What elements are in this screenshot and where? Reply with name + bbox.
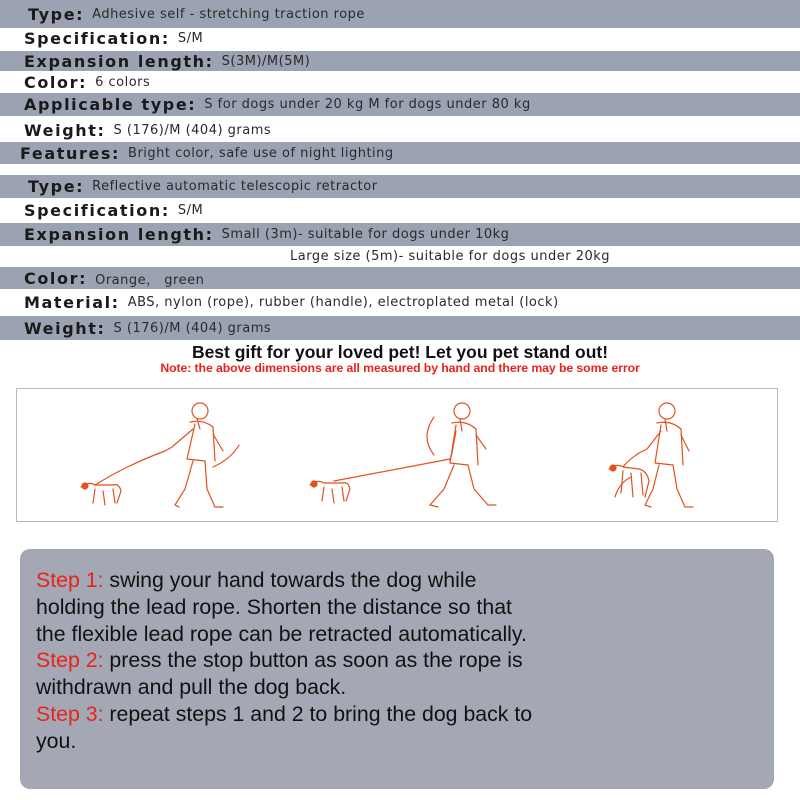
steps-panel xyxy=(20,549,774,789)
spec-row-specification-1 xyxy=(0,26,800,50)
spec-value: Bright color, safe use of night lighting xyxy=(128,145,394,161)
spec-label: Weight: xyxy=(24,318,106,338)
spec-value: Small (3m)- suitable for dogs under 10kg xyxy=(221,227,510,242)
spec-value: S(3M)/M(5M) xyxy=(221,53,311,69)
spec-value: S/M xyxy=(177,202,204,218)
spec-row-material xyxy=(0,290,800,314)
spec-label: Specification: xyxy=(24,200,170,220)
spec-row-type-1 xyxy=(0,0,800,28)
spec-value: Orange， green xyxy=(95,272,205,288)
steps-text xyxy=(36,567,532,755)
spec-label: Features: xyxy=(20,143,121,163)
spec-label: Specification: xyxy=(24,28,170,48)
spec-label: Expansion length: xyxy=(24,51,214,71)
spec-value: Large size (5m)- suitable for dogs under 20kg xyxy=(290,248,611,264)
step-1-line-3: the flexible lead rope can be retracted automatically. xyxy=(36,621,527,646)
spec-row-applicable-type xyxy=(0,93,800,116)
illustration-panel-3 xyxy=(527,389,777,521)
step-3-line-2: you. xyxy=(36,728,77,753)
spec-row-specification-2 xyxy=(0,199,800,221)
spec-row-expansion-2 xyxy=(0,223,800,246)
step-1-line-2: holding the lead rope. Shorten the distance so that xyxy=(36,594,512,619)
illustration-panel-1 xyxy=(17,389,272,521)
spec-value: S for dogs under 20 kg M for dogs under 80 kg xyxy=(204,97,531,112)
spec-label: Expansion length: xyxy=(24,225,214,244)
step-1-line-1 xyxy=(36,567,532,594)
step-3-number: Step 3: xyxy=(36,701,104,726)
spec-row-type-2 xyxy=(0,175,800,198)
spec-row-expansion-1 xyxy=(0,51,800,71)
spec-value: Reflective automatic telescopic retractor xyxy=(92,179,378,194)
step-2-line-1 xyxy=(36,647,532,674)
spec-row-features xyxy=(0,142,800,164)
spec-row-weight-2 xyxy=(0,316,800,340)
illustration-panel-2 xyxy=(274,389,524,521)
spec-label: Material: xyxy=(24,292,120,312)
step-1-number: Step 1: xyxy=(36,568,104,592)
spec-label: Type: xyxy=(28,177,85,196)
spec-label: Color: xyxy=(24,73,88,92)
spec-value: ABS, nylon (rope), rubber (handle), electroplated metal (lock) xyxy=(127,294,559,310)
step-1-text: swing your hand towards the dog while xyxy=(109,568,477,592)
step-2-number: Step 2: xyxy=(36,648,104,673)
spec-label: Type: xyxy=(28,4,85,24)
step-3-text: repeat steps 1 and 2 to bring the dog back to xyxy=(109,701,533,726)
spec-row-color-2 xyxy=(0,267,800,289)
spec-value: 6 colors xyxy=(95,75,151,90)
tagline: Best gift for your loved pet! Let you pet stand out! xyxy=(191,342,609,362)
step-2-text: press the stop button as soon as the rope is xyxy=(109,648,523,673)
spec-label: Weight: xyxy=(24,120,106,140)
step-2-line-2: withdrawn and pull the dog back. xyxy=(36,675,347,700)
spec-value: Adhesive self - stretching traction rope xyxy=(92,6,365,22)
spec-value: S (176)/M (404) grams xyxy=(113,122,272,138)
spec-label: Applicable type: xyxy=(24,95,197,114)
spec-row-color-1 xyxy=(0,72,800,93)
measurement-note: Note: the above dimensions are all measured by hand and there may be some error xyxy=(160,361,640,375)
spec-value: S/M xyxy=(177,30,204,46)
spec-row-expansion-2-continued xyxy=(0,246,800,266)
spec-row-weight-1 xyxy=(0,118,800,142)
step-3-line-1 xyxy=(36,701,532,728)
spec-value: S (176)/M (404) grams xyxy=(113,320,272,336)
spec-label: Color: xyxy=(24,268,88,288)
usage-illustration xyxy=(16,388,778,522)
